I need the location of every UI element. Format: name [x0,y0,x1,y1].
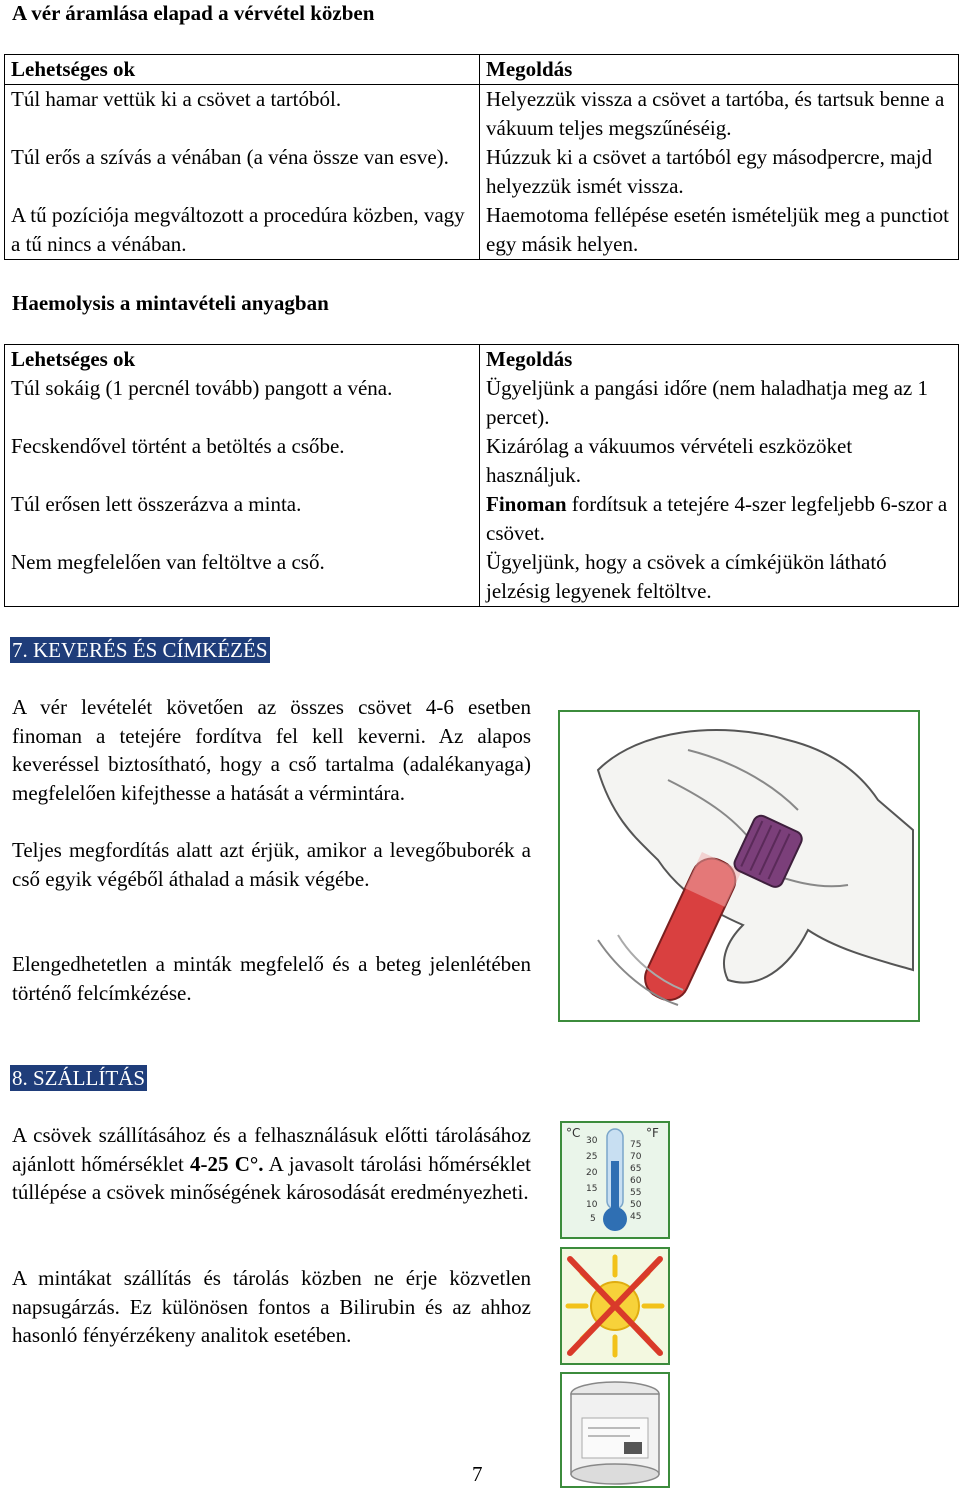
c-tick: 5 [590,1214,596,1224]
cause-cell: A tű pozíciója megváltozott a procedúra közben, vagy a tű nincs a vénában. [5,201,480,260]
table-row [5,490,959,548]
table-row [5,85,959,144]
section1-header-cause: Lehetséges ok [5,55,480,85]
solution-text: fordítsuk a tetejére 4-szer legfeljebb 6-szor a csövet. [486,492,948,545]
solution-cell: Kizárólag a vákuumos vérvételi eszközöket használjuk. [480,432,959,490]
section8-paragraph-1-text-b: A javasolt tárolási hőmérséklet túllépése a csövek minőségének károsodását eredményezheti. [12,1151,531,1204]
section8-heading: 8. SZÁLLÍTÁS [12,1066,145,1090]
f-tick: 50 [630,1200,642,1210]
c-tick: 30 [586,1136,598,1146]
cause-cell: Túl erősen lett összerázva a minta. [5,490,480,548]
solution-cell: Helyezzük vissza a csövet a tartóba, és tartsuk benne a vákuum teljes megszűnéséig. [480,85,959,144]
solution-cell: Haemotoma fellépése esetén ismételjük meg a punctiot egy másik helyen. [480,201,959,260]
c-tick: 10 [586,1200,598,1210]
page-number: 7 [472,1462,483,1486]
f-tick: 60 [630,1176,642,1186]
no-sunlight-icon [560,1247,670,1365]
table-row [5,548,959,607]
cause-cell: Túl sokáig (1 percnél tovább) pangott a véna. [5,374,480,432]
section2-title: Haemolysis a mintavételi anyagban [12,291,329,315]
f-tick: 70 [630,1152,642,1162]
section8-paragraph-1-text-a: A csövek szállításához és a felhasználásuk előtti tárolásához ajánlott hőmérséklet [12,1123,531,1176]
f-tick: 55 [630,1188,642,1198]
section7-paragraph-3: Elengedhetetlen a minták megfelelő és a beteg jelenlétében történő felcímkézése. [12,952,531,1005]
solution-cell: Ügyeljünk, hogy a csövek a címkéjükön látható jelzésig legyenek feltöltve. [480,548,959,607]
fahrenheit-ticks [630,1140,642,1222]
c-tick: 20 [586,1168,598,1178]
storage-temperature: 4-25 C°. [190,1151,264,1176]
solution-cell: Húzzuk ki a csövet a tartóból egy másodpercre, majd helyezzük ismét vissza. [480,143,959,201]
section7-heading: 7. KEVERÉS ÉS CÍMKÉZÉS [12,638,268,662]
f-tick: 45 [630,1212,642,1222]
section1-title: A vér áramlása elapad a vérvétel közben [12,1,375,25]
thermometer-icon [560,1121,670,1239]
cause-cell: Túl erős a szívás a vénában (a véna össze van esve). [5,143,480,201]
celsius-label: °C [566,1126,581,1140]
fahrenheit-label: °F [646,1126,659,1140]
hand-inverting-tube-illustration [558,710,920,1022]
cause-cell: Fecskendővel történt a betöltés a csőbe. [5,432,480,490]
section2-header-solution: Megoldás [480,345,959,375]
solution-cell: Ügyeljünk a pangási időre (nem haladhatja meg az 1 percet). [480,374,959,432]
solution-bold: Finoman [486,492,567,516]
table-row [5,374,959,432]
section2-header-cause: Lehetséges ok [5,345,480,375]
table-row [5,143,959,201]
section2-table [4,344,959,607]
f-tick: 65 [630,1164,642,1174]
section1-table [4,54,959,260]
f-tick: 75 [630,1140,642,1150]
table-row [5,432,959,490]
cause-cell: Nem megfelelően van feltöltve a cső. [5,548,480,607]
sample-container-icon [560,1372,670,1488]
section7-paragraph-1: A vér levételét követően az összes csövet 4-6 esetben finoman a tetejére fordítva fel kell keverni. Az alapos keveréssel biztosítható, hogy a cső tartalma (adalékanyaga) megfelelően kifejthesse a hatását a vérmintára. [12,695,531,805]
solution-cell [480,490,959,548]
c-tick: 15 [586,1184,598,1194]
table-row [5,201,959,260]
section1-header-solution: Megoldás [480,55,959,85]
cause-cell: Túl hamar vettük ki a csövet a tartóból. [5,85,480,144]
section7-paragraph-2: Teljes megfordítás alatt azt érjük, amikor a levegőbuborék a cső egyik végéből áthalad a másik végébe. [12,838,531,891]
section8-paragraph-1 [12,1121,531,1207]
c-tick: 25 [586,1152,598,1162]
section8-paragraph-2: A mintákat szállítás és tárolás közben ne érje közvetlen napsugárzás. Ez különösen fontos a Bilirubin és az ahhoz hasonló fényérzékeny analitok esetében. [12,1266,531,1347]
